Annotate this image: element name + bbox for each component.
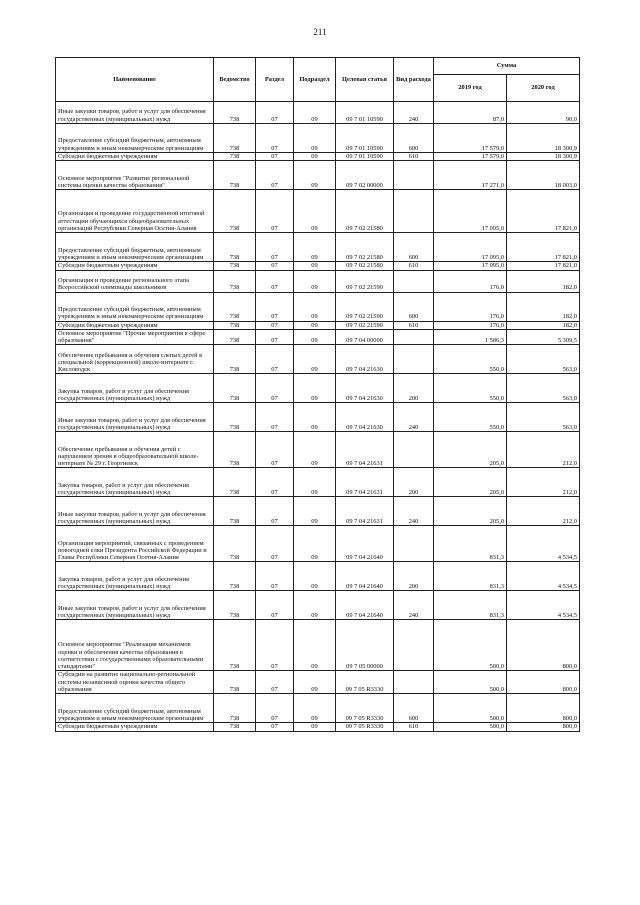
cell-2019: 205,0 — [434, 468, 507, 497]
cell-subsection: 09 — [294, 153, 336, 161]
cell-subsection: 09 — [294, 233, 336, 262]
table-row — [56, 190, 580, 233]
col-header-dept: Ведомство — [214, 58, 256, 102]
cell-expense — [394, 671, 434, 694]
table-row — [56, 694, 580, 723]
cell-dept: 738 — [214, 190, 256, 233]
table-row — [56, 432, 580, 468]
cell-2020: 17 821,0 — [507, 233, 580, 262]
table-row — [56, 270, 580, 292]
table-row — [56, 345, 580, 374]
table-header — [56, 58, 580, 102]
cell-2020: 563,0 — [507, 374, 580, 403]
cell-expense — [394, 432, 434, 468]
cell-dept: 738 — [214, 292, 256, 321]
cell-expense — [394, 620, 434, 671]
cell-2019: 831,3 — [434, 562, 507, 591]
cell-expense: 600 — [394, 292, 434, 321]
cell-section: 07 — [256, 562, 294, 591]
cell-section: 07 — [256, 270, 294, 292]
cell-dept: 738 — [214, 403, 256, 432]
cell-2019: 17 579,0 — [434, 153, 507, 161]
cell-name: Субсидии бюджетным учреждениям — [56, 723, 214, 731]
cell-target: 09 7 05 R3330 — [336, 723, 394, 731]
cell-2019: 17 271,0 — [434, 161, 507, 190]
cell-expense: 610 — [394, 262, 434, 270]
cell-target: 09 7 04 00000 — [336, 329, 394, 345]
col-header-2019: 2019 год — [434, 75, 507, 102]
cell-section: 07 — [256, 190, 294, 233]
cell-dept: 738 — [214, 262, 256, 270]
table-row — [56, 403, 580, 432]
cell-2019: 500,0 — [434, 694, 507, 723]
cell-2019: 17 095,0 — [434, 233, 507, 262]
cell-name: Субсидии бюджетным учреждениям — [56, 321, 214, 329]
cell-subsection: 09 — [294, 723, 336, 731]
cell-name: Закупка товаров, работ и услуг для обеспечения государственных (муниципальных) нужд — [56, 562, 214, 591]
col-header-sum: Сумма — [434, 58, 580, 75]
table-row — [56, 329, 580, 345]
cell-name: Иные закупки товаров, работ и услуг для обеспечения государственных (муниципальных) нужд — [56, 591, 214, 620]
cell-name: Закупка товаров, работ и услуг для обеспечения государственных (муниципальных) нужд — [56, 468, 214, 497]
cell-target: 09 7 05 00000 — [336, 620, 394, 671]
cell-2020: 800,0 — [507, 620, 580, 671]
cell-2019: 550,0 — [434, 403, 507, 432]
cell-expense — [394, 190, 434, 233]
cell-subsection: 09 — [294, 432, 336, 468]
cell-target: 09 7 02 21580 — [336, 262, 394, 270]
cell-dept: 738 — [214, 233, 256, 262]
cell-dept: 738 — [214, 345, 256, 374]
cell-subsection: 09 — [294, 694, 336, 723]
cell-expense: 200 — [394, 562, 434, 591]
table-row — [56, 671, 580, 694]
cell-dept: 738 — [214, 562, 256, 591]
cell-2020: 18 300,9 — [507, 153, 580, 161]
cell-dept: 738 — [214, 321, 256, 329]
col-header-section: Раздел — [256, 58, 294, 102]
cell-subsection: 09 — [294, 403, 336, 432]
table-row — [56, 262, 580, 270]
cell-2019: 205,0 — [434, 432, 507, 468]
cell-section: 07 — [256, 432, 294, 468]
cell-2020: 563,0 — [507, 345, 580, 374]
cell-dept: 738 — [214, 374, 256, 403]
col-header-expense: Вид расхода — [394, 58, 434, 102]
cell-2019: 550,0 — [434, 374, 507, 403]
cell-expense — [394, 329, 434, 345]
cell-2020: 212,0 — [507, 468, 580, 497]
cell-expense: 200 — [394, 468, 434, 497]
cell-target: 09 7 01 10590 — [336, 153, 394, 161]
cell-name: Предоставление субсидий бюджетным, автономным учреждениям и иным некоммерческим организациям — [56, 233, 214, 262]
cell-dept: 738 — [214, 468, 256, 497]
cell-expense — [394, 526, 434, 562]
cell-section: 07 — [256, 102, 294, 124]
cell-dept: 738 — [214, 497, 256, 526]
cell-2020: 18 003,0 — [507, 161, 580, 190]
table-row — [56, 526, 580, 562]
table-body — [56, 102, 580, 732]
table-row — [56, 292, 580, 321]
table-row — [56, 497, 580, 526]
cell-dept: 738 — [214, 329, 256, 345]
cell-target: 09 7 04 21631 — [336, 432, 394, 468]
cell-subsection: 09 — [294, 562, 336, 591]
cell-dept: 738 — [214, 161, 256, 190]
cell-2019: 500,0 — [434, 620, 507, 671]
cell-subsection: 09 — [294, 620, 336, 671]
cell-name: Организация мероприятий, связанных с проведением новогодней елки Президента Российской Федерации и Главы Республики Северная Осетия-Алания — [56, 526, 214, 562]
cell-2020: 212,0 — [507, 432, 580, 468]
cell-section: 07 — [256, 497, 294, 526]
cell-name: Иные закупки товаров, работ и услуг для обеспечения государственных (муниципальных) нужд — [56, 403, 214, 432]
cell-expense: 600 — [394, 124, 434, 153]
cell-name: Основное мероприятие "Прочие мероприятия в сфере образования" — [56, 329, 214, 345]
cell-target: 09 7 02 21580 — [336, 190, 394, 233]
cell-2019: 17 095,0 — [434, 262, 507, 270]
cell-section: 07 — [256, 723, 294, 731]
table-row — [56, 591, 580, 620]
table-row — [56, 102, 580, 124]
cell-2020: 5 309,5 — [507, 329, 580, 345]
cell-expense: 200 — [394, 374, 434, 403]
cell-name: Субсидии бюджетным учреждениям — [56, 262, 214, 270]
cell-target: 09 7 04 21640 — [336, 526, 394, 562]
cell-expense: 240 — [394, 497, 434, 526]
cell-2020: 4 534,5 — [507, 526, 580, 562]
cell-subsection: 09 — [294, 190, 336, 233]
cell-section: 07 — [256, 321, 294, 329]
col-header-subsection: Подраздел — [294, 58, 336, 102]
cell-section: 07 — [256, 620, 294, 671]
cell-expense: 600 — [394, 233, 434, 262]
cell-target: 09 7 04 21630 — [336, 403, 394, 432]
table-row — [56, 124, 580, 153]
cell-section: 07 — [256, 262, 294, 270]
cell-target: 09 7 05 R3330 — [336, 671, 394, 694]
cell-expense: 610 — [394, 723, 434, 731]
cell-2020: 17 821,0 — [507, 190, 580, 233]
cell-target: 09 7 01 10590 — [336, 124, 394, 153]
cell-subsection: 09 — [294, 497, 336, 526]
cell-name: Обеспечение пребывания и обучения слепых детей в специальной (коррекционной) школе-интернате г. Кисловодск — [56, 345, 214, 374]
cell-name: Обеспечение пребывания и обучения детей с нарушением зрения в общеобразовательной школе-интернате № 29 г. Георгиевск — [56, 432, 214, 468]
cell-2019: 205,0 — [434, 497, 507, 526]
cell-name: Предоставление субсидий бюджетным, автономным учреждениям и иным некоммерческим организациям — [56, 694, 214, 723]
cell-section: 07 — [256, 374, 294, 403]
cell-subsection: 09 — [294, 591, 336, 620]
cell-dept: 738 — [214, 153, 256, 161]
cell-expense — [394, 161, 434, 190]
cell-2019: 176,0 — [434, 292, 507, 321]
cell-name: Основное мероприятие "Реализация механизмов оценки и обеспечения качества образования в соответствии с государственными образовательными стандартами" — [56, 620, 214, 671]
cell-2019: 500,0 — [434, 723, 507, 731]
cell-section: 07 — [256, 329, 294, 345]
cell-subsection: 09 — [294, 124, 336, 153]
cell-target: 09 7 04 21630 — [336, 374, 394, 403]
cell-2020: 563,0 — [507, 403, 580, 432]
cell-section: 07 — [256, 124, 294, 153]
cell-dept: 738 — [214, 671, 256, 694]
cell-dept: 738 — [214, 102, 256, 124]
cell-name: Предоставление субсидий бюджетным, автономным учреждениям и иным некоммерческим организациям — [56, 124, 214, 153]
table-row — [56, 723, 580, 731]
cell-2019: 831,3 — [434, 526, 507, 562]
cell-expense: 240 — [394, 403, 434, 432]
cell-name: Организация и проведение регионального этапа Всероссийской олимпиады школьников — [56, 270, 214, 292]
cell-expense: 610 — [394, 153, 434, 161]
cell-2020: 4 534,5 — [507, 562, 580, 591]
cell-dept: 738 — [214, 270, 256, 292]
cell-target: 09 7 04 21630 — [336, 345, 394, 374]
table-row — [56, 233, 580, 262]
cell-2019: 500,0 — [434, 671, 507, 694]
cell-2020: 17 821,0 — [507, 262, 580, 270]
cell-2020: 800,0 — [507, 723, 580, 731]
cell-section: 07 — [256, 153, 294, 161]
cell-section: 07 — [256, 671, 294, 694]
cell-subsection: 09 — [294, 374, 336, 403]
cell-2020: 182,0 — [507, 270, 580, 292]
cell-2019: 17 095,0 — [434, 190, 507, 233]
cell-subsection: 09 — [294, 270, 336, 292]
cell-target: 09 7 04 21631 — [336, 497, 394, 526]
cell-name: Основное мероприятие "Развитие региональной системы оценки качества образования" — [56, 161, 214, 190]
cell-target: 09 7 02 21590 — [336, 270, 394, 292]
cell-name: Организация и проведение государственной итоговой аттестации обучающихся общеобразовательных организаций Республики Северная Осетия-Алания — [56, 190, 214, 233]
table-row — [56, 562, 580, 591]
cell-2019: 17 579,0 — [434, 124, 507, 153]
cell-name: Закупка товаров, работ и услуг для обеспечения государственных (муниципальных) нужд — [56, 374, 214, 403]
cell-2019: 831,3 — [434, 591, 507, 620]
table-row — [56, 374, 580, 403]
table-row — [56, 321, 580, 329]
table-row — [56, 153, 580, 161]
cell-subsection: 09 — [294, 329, 336, 345]
cell-2019: 87,0 — [434, 102, 507, 124]
cell-section: 07 — [256, 292, 294, 321]
cell-target: 09 7 02 21580 — [336, 233, 394, 262]
cell-section: 07 — [256, 591, 294, 620]
cell-section: 07 — [256, 694, 294, 723]
cell-section: 07 — [256, 526, 294, 562]
cell-2019: 550,0 — [434, 345, 507, 374]
cell-target: 09 7 04 21631 — [336, 468, 394, 497]
cell-subsection: 09 — [294, 468, 336, 497]
cell-name: Иные закупки товаров, работ и услуг для обеспечения государственных (муниципальных) нужд — [56, 102, 214, 124]
cell-dept: 738 — [214, 124, 256, 153]
cell-dept: 738 — [214, 432, 256, 468]
cell-subsection: 09 — [294, 161, 336, 190]
cell-2019: 176,0 — [434, 270, 507, 292]
cell-subsection: 09 — [294, 262, 336, 270]
cell-subsection: 09 — [294, 102, 336, 124]
cell-2020: 182,0 — [507, 321, 580, 329]
page-number: 211 — [313, 27, 327, 37]
cell-dept: 738 — [214, 591, 256, 620]
cell-2020: 90,0 — [507, 102, 580, 124]
cell-target: 09 7 05 R3330 — [336, 694, 394, 723]
cell-2020: 182,0 — [507, 292, 580, 321]
cell-target: 09 7 04 21640 — [336, 562, 394, 591]
cell-dept: 738 — [214, 526, 256, 562]
cell-expense: 600 — [394, 694, 434, 723]
cell-target: 09 7 02 00000 — [336, 161, 394, 190]
cell-expense: 240 — [394, 102, 434, 124]
cell-target: 09 7 04 21640 — [336, 591, 394, 620]
cell-name: Субсидии бюджетным учреждениям — [56, 153, 214, 161]
cell-name: Субсидии на развитие национально-региональной системы независимой оценки качества общего образования — [56, 671, 214, 694]
cell-section: 07 — [256, 403, 294, 432]
col-header-target: Целевая статья — [336, 58, 394, 102]
col-header-name: Наименование — [56, 58, 214, 102]
table-row — [56, 161, 580, 190]
cell-2020: 18 300,9 — [507, 124, 580, 153]
cell-target: 09 7 02 21590 — [336, 321, 394, 329]
cell-2020: 4 534,5 — [507, 591, 580, 620]
cell-subsection: 09 — [294, 321, 336, 329]
cell-dept: 738 — [214, 620, 256, 671]
cell-section: 07 — [256, 468, 294, 497]
cell-section: 07 — [256, 161, 294, 190]
budget-table — [55, 57, 580, 732]
cell-target: 09 7 01 10590 — [336, 102, 394, 124]
cell-name: Предоставление субсидий бюджетным, автономным учреждениям и иным некоммерческим организациям — [56, 292, 214, 321]
table-row — [56, 468, 580, 497]
cell-subsection: 09 — [294, 526, 336, 562]
cell-2020: 800,0 — [507, 694, 580, 723]
cell-section: 07 — [256, 233, 294, 262]
cell-subsection: 09 — [294, 671, 336, 694]
col-header-2020: 2020 год — [507, 75, 580, 102]
cell-subsection: 09 — [294, 345, 336, 374]
cell-subsection: 09 — [294, 292, 336, 321]
cell-target: 09 7 02 21590 — [336, 292, 394, 321]
cell-expense — [394, 270, 434, 292]
cell-expense: 240 — [394, 591, 434, 620]
cell-2020: 212,0 — [507, 497, 580, 526]
cell-expense: 610 — [394, 321, 434, 329]
cell-2020: 800,0 — [507, 671, 580, 694]
table-row — [56, 620, 580, 671]
cell-2019: 1 586,3 — [434, 329, 507, 345]
cell-2019: 176,0 — [434, 321, 507, 329]
cell-name: Иные закупки товаров, работ и услуг для обеспечения государственных (муниципальных) нужд — [56, 497, 214, 526]
cell-expense — [394, 345, 434, 374]
cell-section: 07 — [256, 345, 294, 374]
cell-dept: 738 — [214, 723, 256, 731]
cell-dept: 738 — [214, 694, 256, 723]
